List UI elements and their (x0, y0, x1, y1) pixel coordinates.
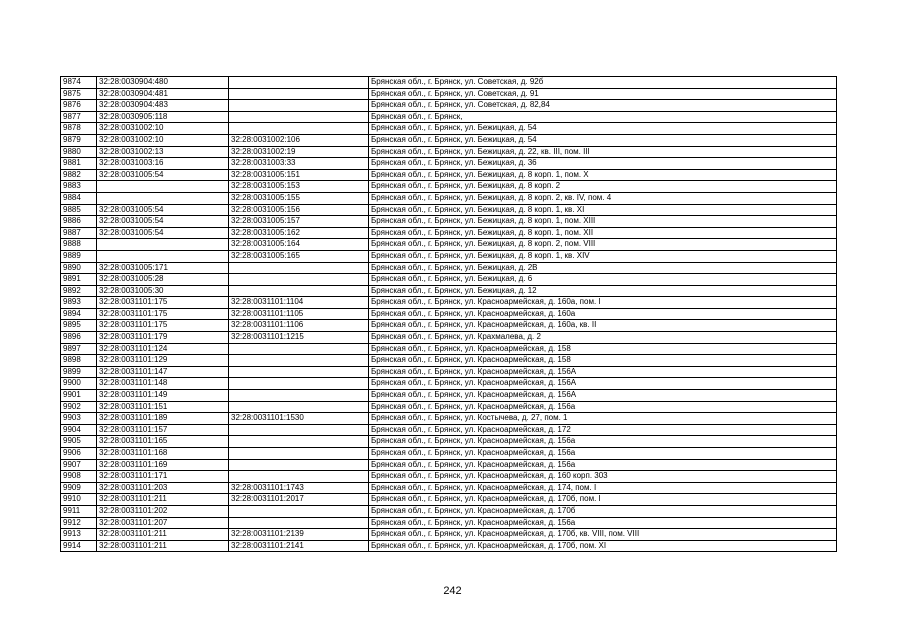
row-number-cell: 9882 (61, 169, 97, 181)
object-cadastral-number-cell (229, 111, 369, 123)
cadastral-number-cell: 32:28:0030905:118 (97, 111, 229, 123)
table-row (61, 123, 837, 135)
address-cell: Брянская обл., г. Брянск, ул. Красноармейская, д. 170б, пом. I (369, 494, 837, 506)
address-cell: Брянская обл., г. Брянск, ул. Бежицкая, д. 22, кв. III, пом. III (369, 146, 837, 158)
cadastral-number-cell: 32:28:0031101:129 (97, 355, 229, 367)
address-cell: Брянская обл., г. Брянск, ул. Красноармейская, д. 156А (369, 390, 837, 402)
address-cell: Брянская обл., г. Брянск, ул. Бежицкая, д. 8 корп. 2, пом. VIII (369, 239, 837, 251)
cadastral-number-cell: 32:28:0031101:147 (97, 366, 229, 378)
row-number-cell: 9878 (61, 123, 97, 135)
table-row (61, 169, 837, 181)
cadastral-number-cell (97, 181, 229, 193)
address-cell: Брянская обл., г. Брянск, ул. Крахмалева, д. 2 (369, 332, 837, 344)
row-number-cell: 9910 (61, 494, 97, 506)
cadastral-number-cell: 32:28:0031005:54 (97, 216, 229, 228)
address-cell: Брянская обл., г. Брянск, ул. Бежицкая, д. 54 (369, 123, 837, 135)
table-row (61, 77, 837, 89)
table-row (61, 204, 837, 216)
object-cadastral-number-cell: 32:28:0031101:1743 (229, 482, 369, 494)
row-number-cell: 9909 (61, 482, 97, 494)
table-row (61, 146, 837, 158)
table-row (61, 459, 837, 471)
object-cadastral-number-cell (229, 436, 369, 448)
row-number-cell: 9886 (61, 216, 97, 228)
address-cell: Брянская обл., г. Брянск, ул. Бежицкая, д. 8 корп. 1, кв. XI (369, 204, 837, 216)
row-number-cell: 9912 (61, 517, 97, 529)
table-row (61, 216, 837, 228)
object-cadastral-number-cell: 32:28:0031005:151 (229, 169, 369, 181)
address-cell: Брянская обл., г. Брянск, ул. Красноармейская, д. 174, пом. I (369, 482, 837, 494)
object-cadastral-number-cell (229, 355, 369, 367)
table-row (61, 413, 837, 425)
cadastral-number-cell: 32:28:0031101:157 (97, 424, 229, 436)
address-cell: Брянская обл., г. Брянск, ул. Красноармейская, д. 172 (369, 424, 837, 436)
object-cadastral-number-cell (229, 401, 369, 413)
table-row (61, 100, 837, 112)
row-number-cell: 9892 (61, 285, 97, 297)
table-row (61, 529, 837, 541)
address-cell: Брянская обл., г. Брянск, ул. Красноармейская, д. 170б, пом. XI (369, 540, 837, 552)
address-cell: Брянская обл., г. Брянск, ул. Бежицкая, д. 36 (369, 158, 837, 170)
table-row (61, 111, 837, 123)
object-cadastral-number-cell (229, 378, 369, 390)
address-cell: Брянская обл., г. Брянск, ул. Бежицкая, д. 8 корп. 2, кв. IV, пом. 4 (369, 192, 837, 204)
table-row (61, 320, 837, 332)
cadastral-number-cell: 32:28:0031101:175 (97, 320, 229, 332)
cadastral-number-cell (97, 192, 229, 204)
object-cadastral-number-cell (229, 448, 369, 460)
table-row (61, 424, 837, 436)
cadastral-number-cell: 32:28:0031101:124 (97, 343, 229, 355)
row-number-cell: 9881 (61, 158, 97, 170)
cadastral-number-cell: 32:28:0031002:10 (97, 134, 229, 146)
cadastral-number-cell: 32:28:0031101:207 (97, 517, 229, 529)
object-cadastral-number-cell (229, 390, 369, 402)
cadastral-number-cell: 32:28:0031005:54 (97, 204, 229, 216)
row-number-cell: 9905 (61, 436, 97, 448)
cadastral-number-cell: 32:28:0031101:211 (97, 540, 229, 552)
address-cell: Брянская обл., г. Брянск, (369, 111, 837, 123)
cadastral-number-cell: 32:28:0031101:175 (97, 308, 229, 320)
table-row (61, 158, 837, 170)
object-cadastral-number-cell (229, 343, 369, 355)
address-cell: Брянская обл., г. Брянск, ул. Красноармейская, д. 156а (369, 517, 837, 529)
row-number-cell: 9895 (61, 320, 97, 332)
cadastral-number-cell: 32:28:0031005:171 (97, 262, 229, 274)
registry-table (60, 76, 837, 552)
row-number-cell: 9898 (61, 355, 97, 367)
cadastral-number-cell: 32:28:0031101:165 (97, 436, 229, 448)
object-cadastral-number-cell: 32:28:0031005:162 (229, 227, 369, 239)
table-row (61, 181, 837, 193)
object-cadastral-number-cell: 32:28:0031101:1106 (229, 320, 369, 332)
cadastral-number-cell (97, 250, 229, 262)
cadastral-number-cell: 32:28:0031101:175 (97, 297, 229, 309)
cadastral-number-cell: 32:28:0031002:13 (97, 146, 229, 158)
table-row (61, 262, 837, 274)
address-cell: Брянская обл., г. Брянск, ул. Советская, д. 82,84 (369, 100, 837, 112)
address-cell: Брянская обл., г. Брянск, ул. Бежицкая, д. 8 корп. 1, пом. X (369, 169, 837, 181)
address-cell: Брянская обл., г. Брянск, ул. Бежицкая, д. 8 корп. 1, пом. XII (369, 227, 837, 239)
cadastral-number-cell: 32:28:0031101:151 (97, 401, 229, 413)
table-row (61, 517, 837, 529)
address-cell: Брянская обл., г. Брянск, ул. Красноармейская, д. 158 (369, 355, 837, 367)
row-number-cell: 9894 (61, 308, 97, 320)
table-row (61, 227, 837, 239)
row-number-cell: 9904 (61, 424, 97, 436)
address-cell: Брянская обл., г. Брянск, ул. Красноармейская, д. 170б, кв. VIII, пом. VIII (369, 529, 837, 541)
address-cell: Брянская обл., г. Брянск, ул. Красноармейская, д. 158 (369, 343, 837, 355)
object-cadastral-number-cell (229, 123, 369, 135)
table-row (61, 378, 837, 390)
address-cell: Брянская обл., г. Брянск, ул. Красноармейская, д. 156А (369, 366, 837, 378)
row-number-cell: 9877 (61, 111, 97, 123)
cadastral-number-cell: 32:28:0031101:203 (97, 482, 229, 494)
cadastral-number-cell: 32:28:0031005:54 (97, 227, 229, 239)
row-number-cell: 9903 (61, 413, 97, 425)
address-cell: Брянская обл., г. Брянск, ул. Бежицкая, д. 6 (369, 274, 837, 286)
address-cell: Брянская обл., г. Брянск, ул. Красноармейская, д. 156а (369, 459, 837, 471)
object-cadastral-number-cell (229, 88, 369, 100)
address-cell: Брянская обл., г. Брянск, ул. Красноармейская, д. 160а, пом. I (369, 297, 837, 309)
row-number-cell: 9876 (61, 100, 97, 112)
table-row (61, 332, 837, 344)
address-cell: Брянская обл., г. Брянск, ул. Красноармейская, д. 160 корп. 303 (369, 471, 837, 483)
cadastral-number-cell: 32:28:0031101:189 (97, 413, 229, 425)
table-row (61, 540, 837, 552)
table-row (61, 192, 837, 204)
address-cell: Брянская обл., г. Брянск, ул. Бежицкая, д. 2В (369, 262, 837, 274)
object-cadastral-number-cell: 32:28:0031002:19 (229, 146, 369, 158)
object-cadastral-number-cell: 32:28:0031005:164 (229, 239, 369, 251)
row-number-cell: 9901 (61, 390, 97, 402)
table-row (61, 297, 837, 309)
table-row (61, 482, 837, 494)
cadastral-number-cell: 32:28:0031101:211 (97, 529, 229, 541)
address-cell: Брянская обл., г. Брянск, ул. Красноармейская, д. 156а (369, 401, 837, 413)
cadastral-number-cell: 32:28:0030904:483 (97, 100, 229, 112)
cadastral-number-cell: 32:28:0031005:54 (97, 169, 229, 181)
address-cell: Брянская обл., г. Брянск, ул. Бежицкая, д. 8 корп. 2 (369, 181, 837, 193)
table-row (61, 366, 837, 378)
address-cell: Брянская обл., г. Брянск, ул. Советская, д. 91 (369, 88, 837, 100)
object-cadastral-number-cell (229, 285, 369, 297)
object-cadastral-number-cell: 32:28:0031005:155 (229, 192, 369, 204)
row-number-cell: 9885 (61, 204, 97, 216)
row-number-cell: 9880 (61, 146, 97, 158)
row-number-cell: 9883 (61, 181, 97, 193)
table-row (61, 390, 837, 402)
object-cadastral-number-cell (229, 262, 369, 274)
cadastral-number-cell: 32:28:0031005:28 (97, 274, 229, 286)
object-cadastral-number-cell: 32:28:0031005:153 (229, 181, 369, 193)
object-cadastral-number-cell (229, 505, 369, 517)
cadastral-number-cell: 32:28:0030904:481 (97, 88, 229, 100)
cadastral-number-cell: 32:28:0031101:202 (97, 505, 229, 517)
table-row (61, 448, 837, 460)
row-number-cell: 9896 (61, 332, 97, 344)
object-cadastral-number-cell: 32:28:0031101:1530 (229, 413, 369, 425)
table-row (61, 471, 837, 483)
object-cadastral-number-cell: 32:28:0031101:2017 (229, 494, 369, 506)
object-cadastral-number-cell (229, 517, 369, 529)
cadastral-number-cell (97, 239, 229, 251)
cadastral-number-cell: 32:28:0031005:30 (97, 285, 229, 297)
table-row (61, 343, 837, 355)
table-row (61, 355, 837, 367)
cadastral-number-cell: 32:28:0031101:211 (97, 494, 229, 506)
row-number-cell: 9913 (61, 529, 97, 541)
registry-table-body (61, 77, 837, 552)
cadastral-number-cell: 32:28:0031101:169 (97, 459, 229, 471)
address-cell: Брянская обл., г. Брянск, ул. Красноармейская, д. 160а, кв. II (369, 320, 837, 332)
page-number: 242 (443, 585, 462, 597)
address-cell: Брянская обл., г. Брянск, ул. Советская, д. 92б (369, 77, 837, 89)
table-row (61, 494, 837, 506)
table-row (61, 250, 837, 262)
row-number-cell: 9888 (61, 239, 97, 251)
table-row (61, 274, 837, 286)
cadastral-number-cell: 32:28:0031101:168 (97, 448, 229, 460)
row-number-cell: 9891 (61, 274, 97, 286)
address-cell: Брянская обл., г. Брянск, ул. Бежицкая, д. 54 (369, 134, 837, 146)
object-cadastral-number-cell: 32:28:0031005:156 (229, 204, 369, 216)
cadastral-number-cell: 32:28:0031101:149 (97, 390, 229, 402)
object-cadastral-number-cell: 32:28:0031003:33 (229, 158, 369, 170)
cadastral-number-cell: 32:28:0031101:179 (97, 332, 229, 344)
row-number-cell: 9884 (61, 192, 97, 204)
table-row (61, 401, 837, 413)
table-row (61, 308, 837, 320)
cadastral-number-cell: 32:28:0031003:16 (97, 158, 229, 170)
cadastral-number-cell: 32:28:0031002:10 (97, 123, 229, 135)
row-number-cell: 9874 (61, 77, 97, 89)
row-number-cell: 9875 (61, 88, 97, 100)
address-cell: Брянская обл., г. Брянск, ул. Бежицкая, д. 12 (369, 285, 837, 297)
cadastral-number-cell: 32:28:0031101:148 (97, 378, 229, 390)
table-row (61, 436, 837, 448)
object-cadastral-number-cell: 32:28:0031005:157 (229, 216, 369, 228)
cadastral-number-cell: 32:28:0030904:480 (97, 77, 229, 89)
address-cell: Брянская обл., г. Брянск, ул. Красноармейская, д. 156а (369, 448, 837, 460)
object-cadastral-number-cell: 32:28:0031101:1105 (229, 308, 369, 320)
object-cadastral-number-cell (229, 366, 369, 378)
object-cadastral-number-cell: 32:28:0031101:1215 (229, 332, 369, 344)
object-cadastral-number-cell: 32:28:0031002:106 (229, 134, 369, 146)
row-number-cell: 9879 (61, 134, 97, 146)
address-cell: Брянская обл., г. Брянск, ул. Красноармейская, д. 170б (369, 505, 837, 517)
row-number-cell: 9902 (61, 401, 97, 413)
object-cadastral-number-cell (229, 459, 369, 471)
cadastral-number-cell: 32:28:0031101:171 (97, 471, 229, 483)
address-cell: Брянская обл., г. Брянск, ул. Красноармейская, д. 160а (369, 308, 837, 320)
row-number-cell: 9914 (61, 540, 97, 552)
object-cadastral-number-cell: 32:28:0031101:1104 (229, 297, 369, 309)
object-cadastral-number-cell (229, 424, 369, 436)
row-number-cell: 9897 (61, 343, 97, 355)
row-number-cell: 9893 (61, 297, 97, 309)
address-cell: Брянская обл., г. Брянск, ул. Красноармейская, д. 156А (369, 378, 837, 390)
object-cadastral-number-cell (229, 100, 369, 112)
object-cadastral-number-cell: 32:28:0031101:2141 (229, 540, 369, 552)
table-row (61, 134, 837, 146)
row-number-cell: 9911 (61, 505, 97, 517)
row-number-cell: 9906 (61, 448, 97, 460)
row-number-cell: 9890 (61, 262, 97, 274)
row-number-cell: 9889 (61, 250, 97, 262)
table-row (61, 88, 837, 100)
table-row (61, 505, 837, 517)
address-cell: Брянская обл., г. Брянск, ул. Бежицкая, д. 8 корп. 1, кв. XIV (369, 250, 837, 262)
object-cadastral-number-cell (229, 274, 369, 286)
object-cadastral-number-cell: 32:28:0031101:2139 (229, 529, 369, 541)
object-cadastral-number-cell (229, 471, 369, 483)
table-row (61, 285, 837, 297)
address-cell: Брянская обл., г. Брянск, ул. Костычева, д. 27, пом. 1 (369, 413, 837, 425)
object-cadastral-number-cell: 32:28:0031005:165 (229, 250, 369, 262)
table-row (61, 239, 837, 251)
row-number-cell: 9900 (61, 378, 97, 390)
row-number-cell: 9907 (61, 459, 97, 471)
address-cell: Брянская обл., г. Брянск, ул. Бежицкая, д. 8 корп. 1, пом. XIII (369, 216, 837, 228)
row-number-cell: 9887 (61, 227, 97, 239)
row-number-cell: 9908 (61, 471, 97, 483)
object-cadastral-number-cell (229, 77, 369, 89)
address-cell: Брянская обл., г. Брянск, ул. Красноармейская, д. 156а (369, 436, 837, 448)
row-number-cell: 9899 (61, 366, 97, 378)
